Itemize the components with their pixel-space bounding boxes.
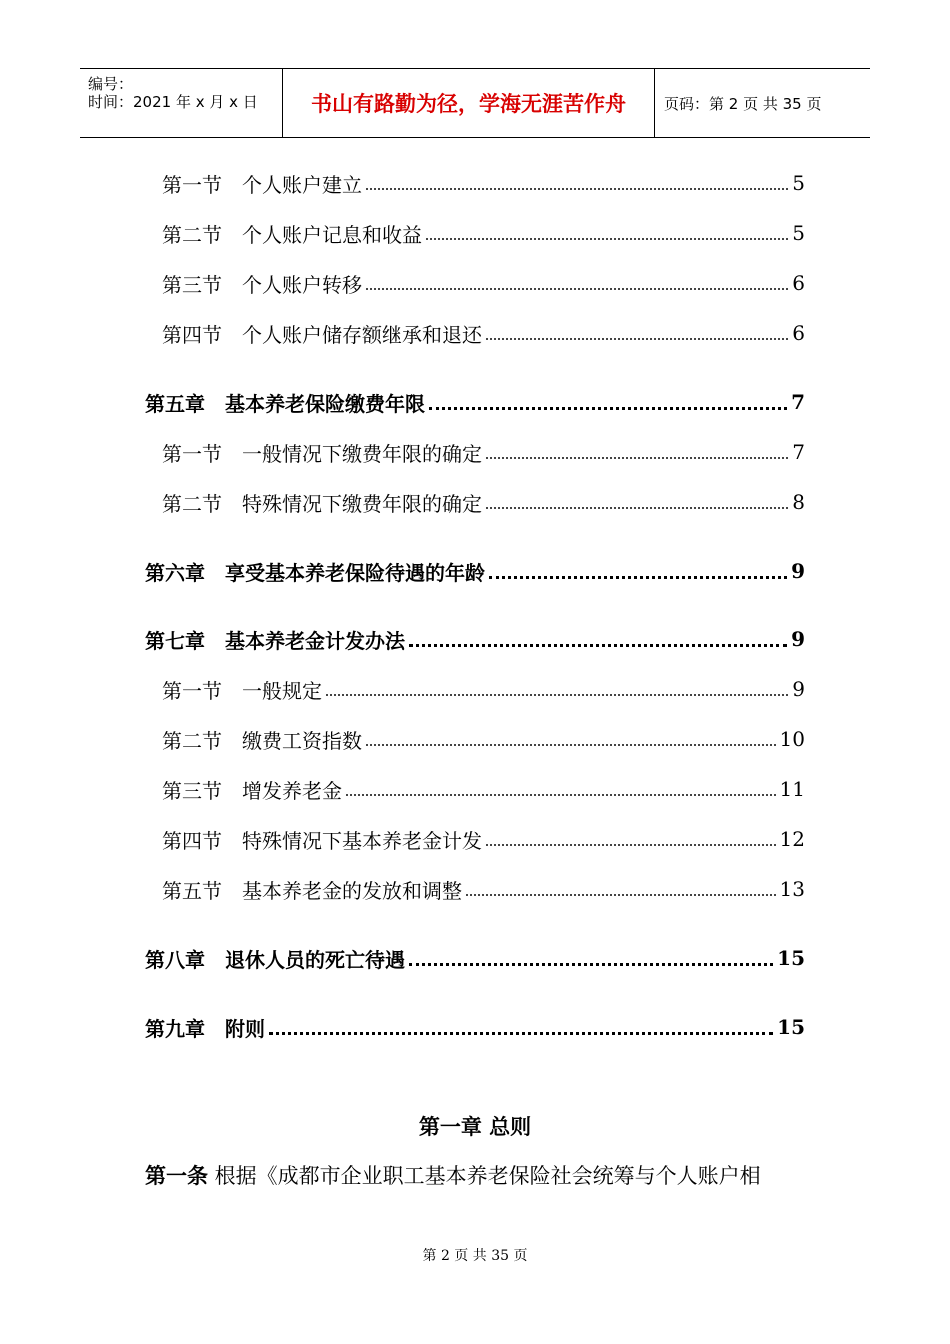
time-label: 时间：2021 年 x 月 x 日	[88, 93, 258, 111]
toc-leader-dots	[429, 407, 787, 410]
toc-leader-dots	[366, 288, 788, 290]
header-motto: 书山有路勤为径，学海无涯苦作舟	[283, 69, 655, 137]
toc-leader-dots	[366, 188, 788, 190]
article-text: 根据《成都市企业职工基本养老保险社会统筹与个人账户相	[208, 1164, 761, 1188]
toc-entry-label: 第二节 个人账户记息和收益	[162, 222, 422, 247]
toc-entry-page: 12	[779, 827, 805, 851]
toc-chapter-entry	[145, 556, 805, 586]
toc-leader-dots	[426, 238, 788, 240]
toc-entry-page: 8	[792, 490, 805, 514]
toc-entry-label: 第一节 个人账户建立	[162, 172, 362, 197]
toc-section-entry	[162, 724, 805, 754]
page-header	[80, 68, 870, 138]
toc-chapter-entry	[145, 943, 805, 973]
toc-entry-page: 7	[791, 390, 805, 414]
toc-entry-page: 5	[792, 171, 805, 195]
toc-entry-page: 5	[792, 221, 805, 245]
toc-section-entry	[162, 774, 805, 804]
toc-leader-dots	[346, 794, 776, 796]
toc-leader-dots	[486, 338, 788, 340]
toc-entry-label: 第七章 基本养老金计发办法	[145, 628, 405, 653]
toc-leader-dots	[489, 576, 787, 579]
toc-leader-dots	[366, 744, 776, 746]
toc-entry-label: 第五节 基本养老金的发放和调整	[162, 878, 462, 903]
toc-leader-dots	[269, 1032, 773, 1035]
toc-entry-page: 10	[779, 727, 805, 751]
toc-entry-page: 11	[779, 777, 805, 801]
toc-leader-dots	[486, 844, 776, 846]
toc-entry-page: 6	[792, 271, 805, 295]
toc-entry-page: 7	[792, 440, 805, 464]
toc-chapter-entry	[145, 387, 805, 417]
toc-section-entry	[162, 168, 805, 198]
toc-entry-label: 第二节 特殊情况下缴费年限的确定	[162, 491, 482, 516]
serial-label: 编号：	[88, 75, 134, 93]
toc-section-entry	[162, 674, 805, 704]
toc-section-entry	[162, 487, 805, 517]
toc-section-entry	[162, 268, 805, 298]
toc-entry-label: 第六章 享受基本养老保险待遇的年龄	[145, 560, 485, 585]
header-page-info: 页码：第 2 页 共 35 页	[664, 94, 822, 113]
header-left-cell	[80, 69, 283, 137]
toc-section-entry	[162, 824, 805, 854]
toc-entry-label: 第八章 退休人员的死亡待遇	[145, 947, 405, 972]
toc-entry-page: 9	[791, 559, 805, 583]
toc-entry-label: 第四节 个人账户储存额继承和退还	[162, 322, 482, 347]
toc-entry-label: 第一节 一般规定	[162, 678, 322, 703]
toc-entry-label: 第二节 缴费工资指数	[162, 728, 362, 753]
toc-leader-dots	[409, 644, 787, 647]
chapter-heading: 第一章 总则	[418, 1114, 532, 1139]
toc-entry-page: 9	[791, 627, 805, 651]
toc-section-entry	[162, 218, 805, 248]
toc-entry-label: 第三节 增发养老金	[162, 778, 342, 803]
article-paragraph	[145, 1160, 761, 1190]
toc-entry-label: 第四节 特殊情况下基本养老金计发	[162, 828, 482, 853]
toc-entry-page: 6	[792, 321, 805, 345]
toc-leader-dots	[466, 894, 776, 896]
toc-chapter-entry	[145, 1012, 805, 1042]
toc-entry-page: 13	[779, 877, 805, 901]
page-footer: 第 2 页 共 35 页	[422, 1248, 528, 1264]
toc-section-entry	[162, 874, 805, 904]
toc-chapter-entry	[145, 624, 805, 654]
toc-leader-dots	[486, 507, 788, 509]
toc-leader-dots	[326, 694, 788, 696]
article-label: 第一条	[145, 1163, 208, 1188]
toc-entry-label: 第五章 基本养老保险缴费年限	[145, 391, 425, 416]
toc-section-entry	[162, 318, 805, 348]
toc-entry-label: 第三节 个人账户转移	[162, 272, 362, 297]
toc-leader-dots	[409, 963, 773, 966]
toc-entry-label: 第一节 一般情况下缴费年限的确定	[162, 441, 482, 466]
toc-section-entry	[162, 437, 805, 467]
toc-entry-page: 9	[792, 677, 805, 701]
toc-leader-dots	[486, 457, 788, 459]
toc-entry-page: 15	[777, 1015, 805, 1039]
toc-entry-page: 15	[777, 946, 805, 970]
toc-entry-label: 第九章 附则	[145, 1016, 265, 1041]
